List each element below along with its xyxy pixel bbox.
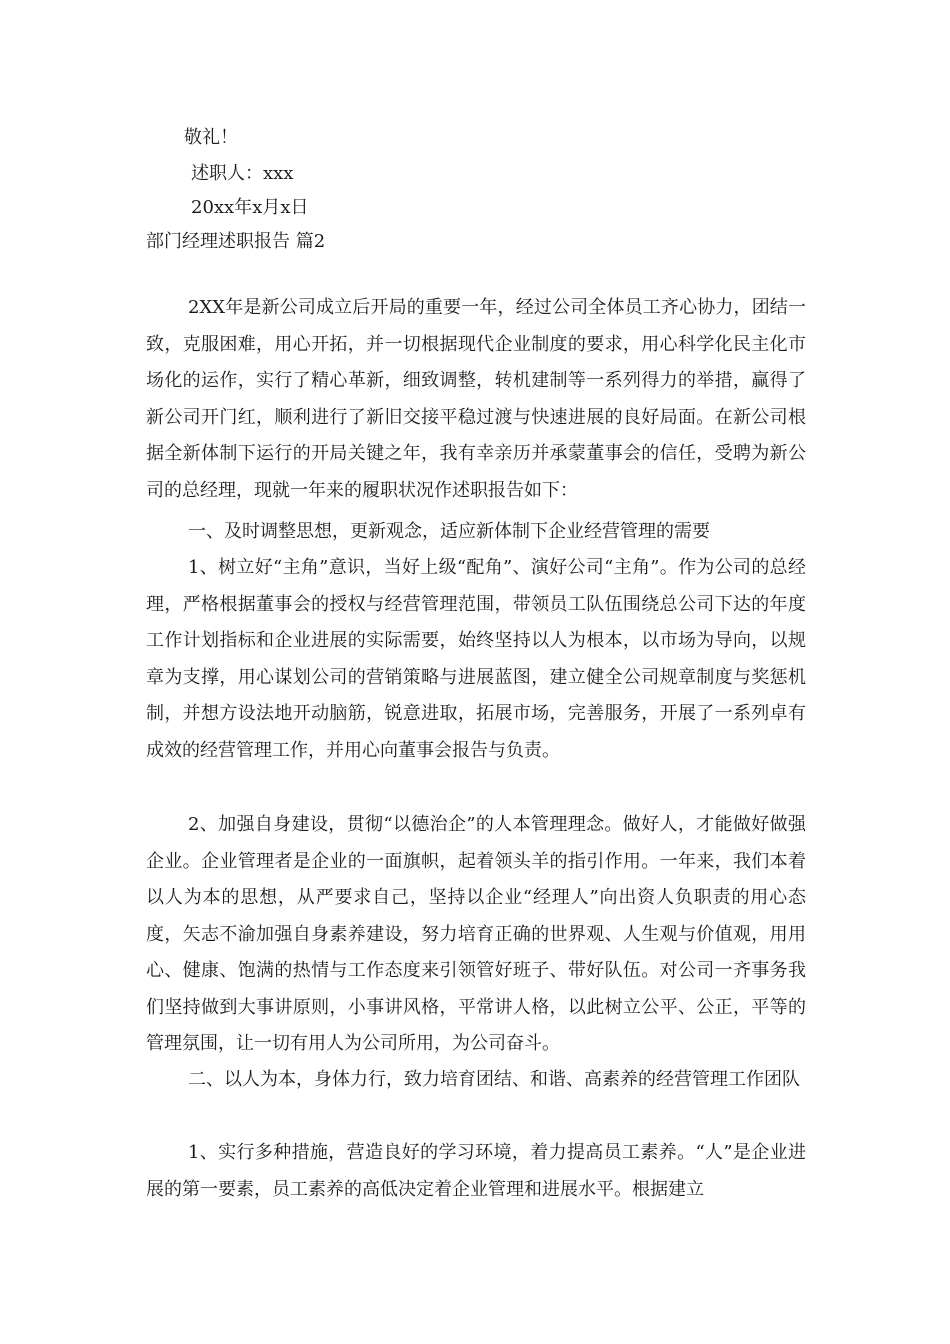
paragraph-2: 2、加强自身建设，贯彻“以德治企”的人本管理理念。做好人，才能做好做强企业。企业管理者是企业的一面旗帜，起着领头羊的指引作用。一年来，我们本着以人为本的思想，从严要求自己，坚持以企业“经理人”向出资人负职责的用心态度，矢志不渝加强自身素养建设，努力培育正确的世界观、人生观与价值观，用用心、健康、饱满的热情与工作态度来引领管好班子、带好队伍。对公司一齐事务我们坚持做到大事讲原则，小事讲风格，平常讲人格，以此树立公平、公正，平等的管理氛围，让一切有用人为公司所用，为公司奋斗。 <box>146 814 806 1054</box>
paragraph-3: 1、实行多种措施，营造良好的学习环境，着力提高员工素养。“人”是企业进展的第一要素，员工素养的高低决定着企业管理和进展水平。根据建立 <box>146 1142 806 1200</box>
intro-paragraph: 2XX年是新公司成立后开局的重要一年，经过公司全体员工齐心协力，团结一致，克服困难，用心开拓，并一切根据现代企业制度的要求，用心科学化民主化市场化的运作，实行了精心革新，细致调整，转机建制等一系列得力的举措，赢得了新公司开门红，顺利进行了新旧交接平稳过渡与快速进展的良好局面。在新公司根据全新体制下运行的开局关键之年，我有幸亲历并承蒙董事会的信任，受聘为新公司的总经理，现就一年来的履职状况作述职报告如下： <box>146 297 806 501</box>
paragraph-1: 1、树立好“主角”意识，当好上级“配角”、演好公司“主角”。作为公司的总经理，严格根据董事会的授权与经营管理范围，带领员工队伍围绕总公司下达的年度工作计划指标和企业进展的实际需要，始终坚持以人为根本，以市场为导向，以规章为支撑，用心谋划公司的营销策略与进展蓝图，建立健全公司规章制度与奖惩机制，并想方设法地开动脑筋，锐意进取，拓展市场，完善服务，开展了一系列卓有成效的经营管理工作，并用心向董事会报告与负责。 <box>146 557 806 761</box>
date-line: 20xx年x月x日 <box>191 197 309 218</box>
heading-2: 二、以人为本，身体力行，致力培育团结、和谐、高素养的经营管理工作团队 <box>188 1069 800 1090</box>
signer-line: 述职人：xxx <box>191 163 294 184</box>
section-title: 部门经理述职报告 篇2 <box>146 231 326 252</box>
closing-salutation: 敬礼！ <box>184 127 238 148</box>
heading-1: 一、及时调整思想，更新观念，适应新体制下企业经营管理的需要 <box>188 521 710 542</box>
